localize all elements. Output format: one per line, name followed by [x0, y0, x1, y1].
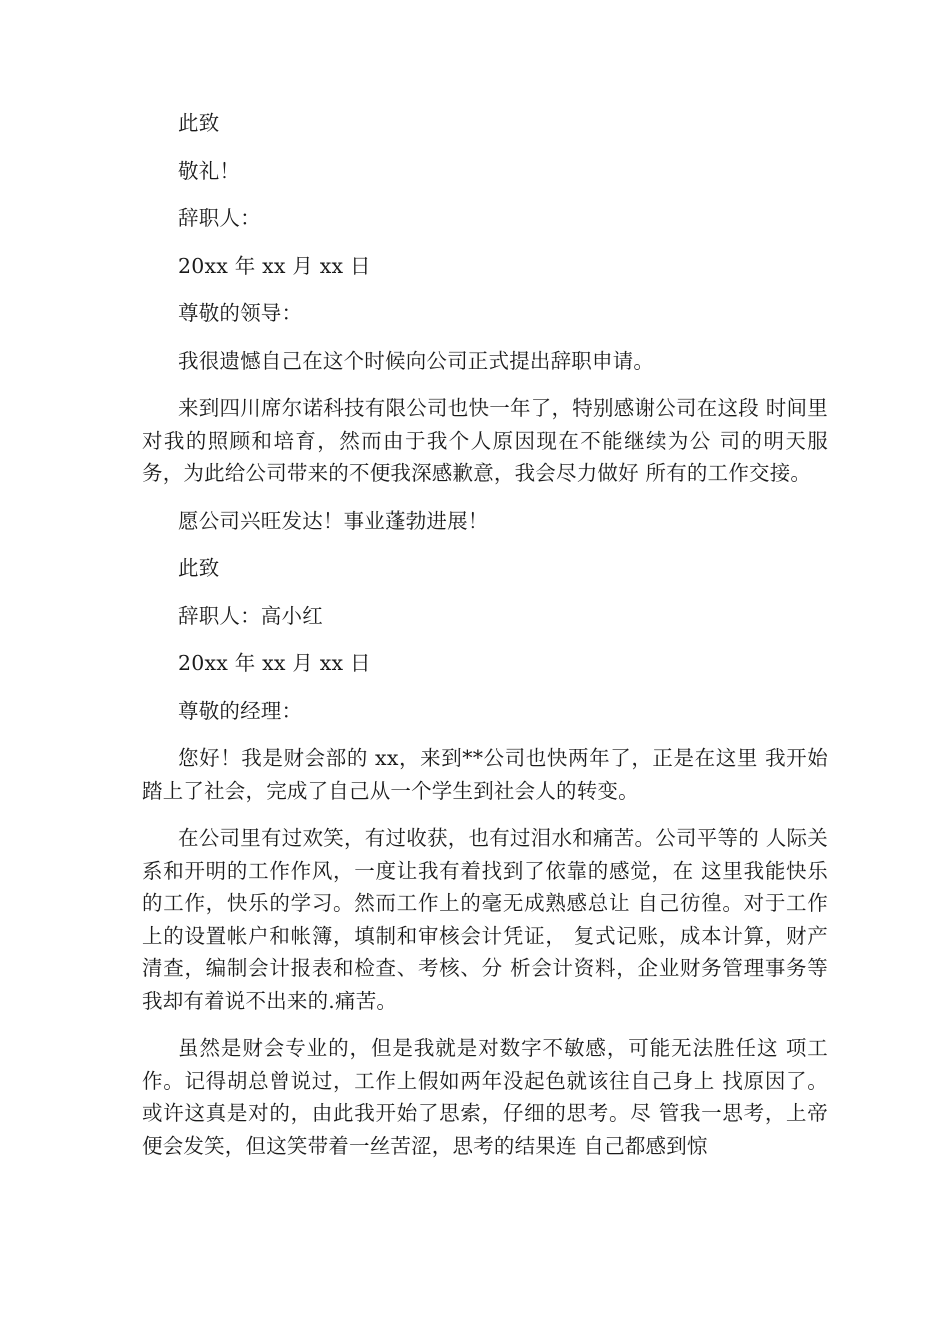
signature-line: 辞职人：高小红 — [178, 603, 323, 628]
closing-line: 此致 — [178, 556, 220, 580]
greeting: 尊敬的领导： — [178, 301, 303, 325]
paragraph: 我很遗憾自己在这个时候向公司正式提出辞职申请。 — [178, 348, 655, 373]
paragraph: 来到四川席尔诺科技有限公司也快一年了，特别感谢公司在这段 时间里对我的照顾和培育，然而由于我个人原因现在不能继续为公 司的明天服务，为此给公司带来的不便我深感歉意，我会尽力做好 所有的工作交接。 — [142, 396, 828, 485]
date-line: 20xx 年 xx 月 xx 日 — [178, 651, 371, 675]
signature-line: 辞职人： — [178, 206, 261, 230]
paragraph: 虽然是财会专业的，但是我就是对数字不敏感，可能无法胜任这 项工作。记得胡总曾说过，工作上假如两年没起色就该往自己身上 找原因了。或许这真是对的，由此我开始了思索，仔细的思考。尽 管我一思考，上帝便会发笑，但这笑带着一丝苦涩，思考的结果连 自己都感到惊 — [142, 1036, 828, 1158]
paragraph: 您好！我是财会部的 xx，来到**公司也快两年了，正是在这里 我开始踏上了社会，完成了自己从一个学生到社会人的转变。 — [142, 746, 828, 803]
date-line: 20xx 年 xx 月 xx 日 — [178, 253, 371, 278]
paragraph: 愿公司兴旺发达！事业蓬勃进展！ — [178, 508, 489, 533]
greeting: 尊敬的经理： — [178, 698, 303, 723]
closing-line: 此致 — [178, 111, 220, 135]
salutation-regards: 敬礼！ — [178, 158, 241, 183]
paragraph: 在公司里有过欢笑，有过收获，也有过泪水和痛苦。公司平等的 人际关系和开明的工作作风，一度让我有着找到了依靠的感觉，在 这里我能快乐的工作，快乐的学习。然而工作上的毫无成熟感总让 自己彷徨。对于工作上的设置帐户和帐簿，填制和审核会计凭证， 复式记账，成本计算，财产清查，编制会计报表和检查、考核、分 析会计资料，企业财务管理事务等我却有着说不出来的.痛苦。 — [142, 826, 828, 1013]
